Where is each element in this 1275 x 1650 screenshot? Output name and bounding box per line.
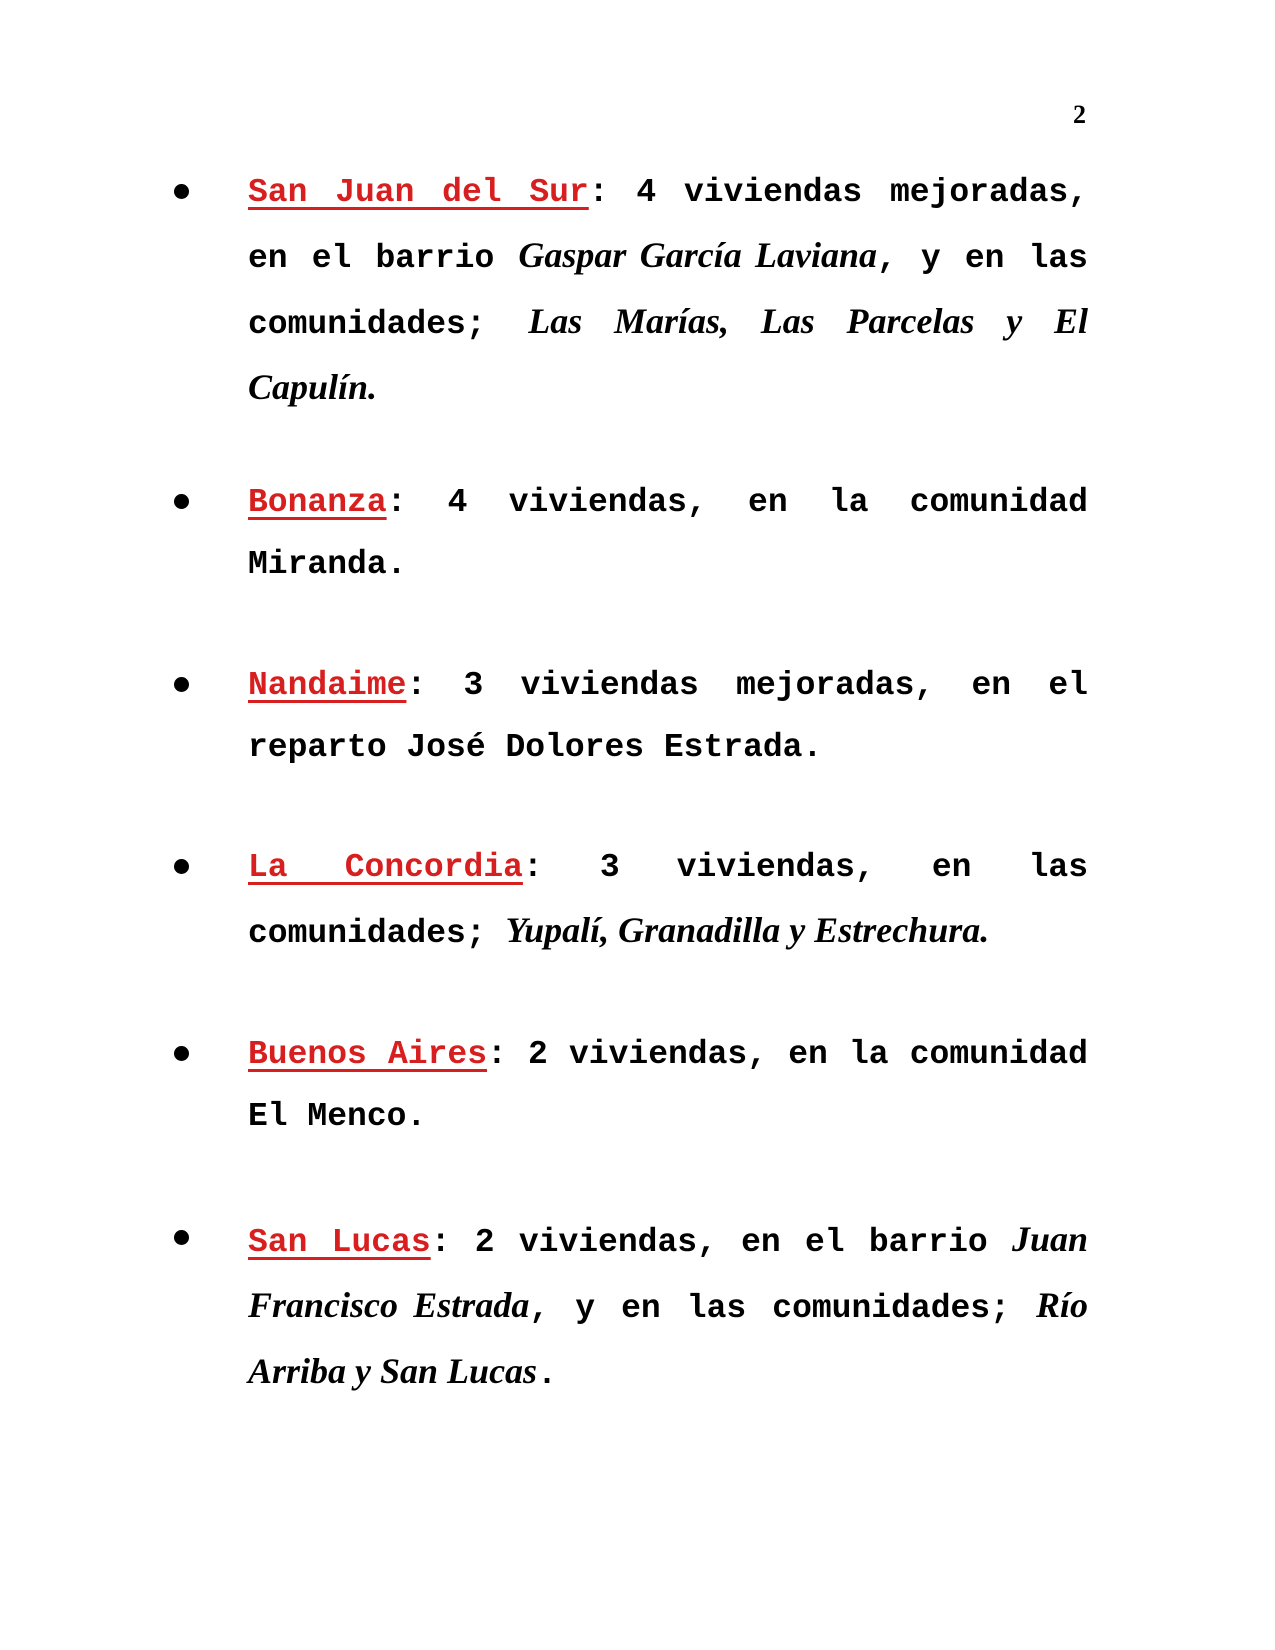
item-text: : 4 viviendas, en la comunidad Miranda. [248, 484, 1088, 583]
place-name: Buenos Aires [248, 1036, 488, 1073]
item-text: , y en las comunidades; [529, 1290, 1036, 1327]
bullet-icon [174, 677, 189, 692]
list-item-san-lucas [248, 1208, 1088, 1406]
item-text: : 2 viviendas, en el barrio [430, 1224, 1012, 1261]
item-text: : 2 viviendas, en la comunidad El Menco. [248, 1036, 1088, 1135]
place-name: Bonanza [248, 484, 387, 521]
item-text: . [537, 1356, 557, 1393]
bullet-icon [174, 859, 189, 874]
bullet-icon [174, 494, 189, 509]
list-item-nandaime [248, 655, 1088, 779]
bullet-icon [174, 184, 189, 199]
place-name: Nandaime [248, 667, 407, 704]
page-number: 2 [1073, 100, 1086, 129]
place-name: San Juan del Sur [248, 174, 589, 211]
place-name: La Concordia [248, 849, 523, 886]
community-names: Río Arriba y San Lucas [248, 1285, 1089, 1391]
neighborhood-name: Gaspar García Laviana [518, 235, 878, 275]
community-names: Las Marías, Las Parcelas y El Capulín. [248, 301, 1088, 407]
item-text: , y en las comunidades; [248, 240, 1088, 343]
list-item-bonanza [248, 472, 1088, 596]
item-text: : 4 viviendas mejoradas, en el barrio [248, 174, 1088, 277]
item-text: : 3 viviendas mejoradas, en el reparto José Dolores Estrada. [248, 667, 1088, 766]
list-item-san-juan-del-sur [248, 162, 1088, 422]
neighborhood-name: Juan Francisco Estrada [248, 1219, 1088, 1325]
item-text: : 3 viviendas, en las comunidades; [248, 849, 1088, 952]
place-name: San Lucas [248, 1224, 431, 1261]
list-item-buenos-aires [248, 1024, 1088, 1148]
bullet-icon [174, 1230, 189, 1245]
community-names: Yupalí, Granadilla y Estrechura. [505, 910, 990, 950]
list-item-la-concordia [248, 837, 1088, 965]
bullet-icon [174, 1046, 189, 1061]
